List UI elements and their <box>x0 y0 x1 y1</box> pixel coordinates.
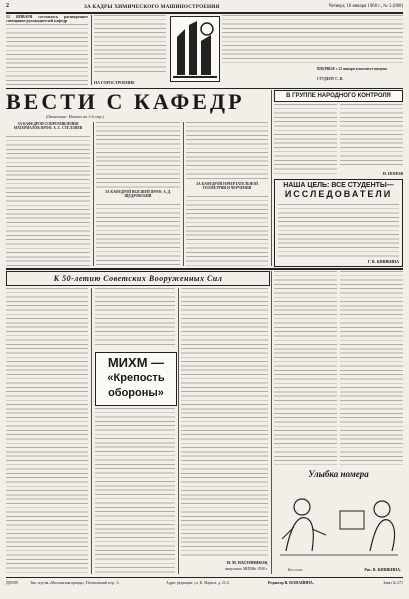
cartoon-drawing <box>274 481 403 561</box>
footer-address: Адрес редакции: ул. К. Маркса, д. 21/4. <box>166 581 230 585</box>
vesti-column-2 <box>96 122 180 266</box>
army-slogan-box <box>95 352 177 406</box>
control-signoff: Н. ПОПОВ <box>382 171 403 176</box>
body-text-lines <box>6 24 88 85</box>
research-title-1: НАША ЦЕЛЬ: ВСЕ СТУДЕНТЫ— <box>283 182 394 189</box>
column-divider <box>91 288 92 574</box>
army-column-2-bottom <box>95 408 175 574</box>
slogan-line-2: «Крепость <box>107 372 165 384</box>
top-left-column <box>6 15 88 85</box>
research-author: Г. В. КИШКИНА <box>367 259 399 264</box>
column-divider <box>91 15 92 85</box>
slogan-line-3: обороны» <box>108 387 164 399</box>
top-right-tail: СТУДЕНТ С. В. <box>317 77 343 81</box>
column-divider <box>93 122 94 266</box>
cartoon-block <box>274 468 403 574</box>
footer-printing: Тип. изд-ва «Московская правда», Потаповский пер., 3. <box>30 581 120 585</box>
footer-editor: Редактор В. ЮЗНАЙИНА. <box>268 581 314 585</box>
cartoon-left-caption: Без слов. <box>288 567 303 572</box>
footer-order: Д05599 <box>6 581 19 585</box>
body-text-lines <box>222 15 403 65</box>
army-banner-text: К 50-летию Советских Вооруженных Сил <box>53 274 223 283</box>
emblem-illustration <box>170 16 220 82</box>
top-mid-tail: НА ГОРОСТРОЕНИЕ <box>94 79 135 85</box>
vesti-column-3 <box>186 122 268 266</box>
section-rule <box>6 268 403 270</box>
research-continuation-col-1 <box>274 271 337 465</box>
control-col-1 <box>274 104 337 176</box>
issue-info: Четверг, 18 января 1968 г., № 3 (888) <box>328 4 403 9</box>
control-headline: В ГРУППЕ НАРОДНОГО КОНТРОЛЯ <box>274 90 403 102</box>
masthead-rule <box>6 12 403 14</box>
control-col-2 <box>340 104 403 168</box>
army-banner <box>6 271 270 286</box>
masthead <box>6 3 403 12</box>
cartoon-right-caption: Рис. В. КИШКИНА. <box>364 567 401 572</box>
control-block <box>274 90 403 176</box>
body-text-lines <box>186 122 268 180</box>
vesti-block <box>6 90 268 266</box>
body-text-lines <box>6 136 90 266</box>
body-text-lines <box>186 196 268 266</box>
footer-rule <box>6 577 403 578</box>
column-divider <box>183 122 184 266</box>
army-column-2-top <box>95 288 175 348</box>
body-text-lines <box>94 15 166 75</box>
army-author-1: И. М. НАСЕННИКОВ, <box>226 560 268 565</box>
column-divider <box>178 288 179 574</box>
research-title-2: ИССЛЕДОВАТЕЛИ <box>284 189 393 199</box>
vesti-subtitle: (Окончание. Начало на 1-й стр.) <box>46 114 105 119</box>
army-column-3 <box>181 288 268 574</box>
footer-run: Заказ № 271 <box>383 581 403 585</box>
top-right-lead: ВПЕРВЫЕ с 12 января в институт введена <box>317 67 387 71</box>
research-continuation-col-2 <box>340 271 403 465</box>
column-divider <box>271 271 272 574</box>
paper-title: ЗА КАДРЫ ХИМИЧЕСКОГО МАШИНОСТРОЕНИЯ <box>84 4 220 10</box>
vesti-section3-title: ЗА КАФЕДРОЙ НАЧЕРТАТЕЛЬНОЙ ГЕОМЕТРИИ И ЧЕРЧЕНИЯ <box>196 182 258 191</box>
body-text-lines <box>96 122 180 188</box>
research-block <box>274 179 403 267</box>
body-text-lines <box>96 204 180 266</box>
top-right-column <box>222 15 403 85</box>
footer <box>6 579 403 593</box>
slogan-line-1: МИХМ — <box>107 355 165 370</box>
cartoon-heading: Улыбка номера <box>308 469 369 479</box>
vesti-column-1 <box>6 122 90 266</box>
band-rule <box>6 88 403 89</box>
research-body <box>278 204 399 258</box>
top-left-lead: 12 ЯНВАРЯ состоялось расширенное совещание руководителей кафедр <box>6 15 88 24</box>
vesti-section2-title: ЗА КАФЕДРОЙ ВЫСШЕЙ ПРОФ. А. Д. ЩЕДРОВСКИЙ <box>105 190 171 199</box>
vesti-section1-title: ЗА КАФЕДРОЙ СОПРОТИВЛЕНИЯ МАТЕРИАЛОВ ПРОФ. А. С. СТЕЛЛИЕВ <box>13 122 83 131</box>
army-author-2: выпускник МИХМа 1938 г. <box>225 567 268 571</box>
vesti-headline: ВЕСТИ С КАФЕДР <box>6 90 245 114</box>
page-number: 2 <box>6 3 9 9</box>
column-divider <box>271 90 272 266</box>
army-column-1 <box>6 288 88 574</box>
top-mid-column <box>94 15 166 85</box>
